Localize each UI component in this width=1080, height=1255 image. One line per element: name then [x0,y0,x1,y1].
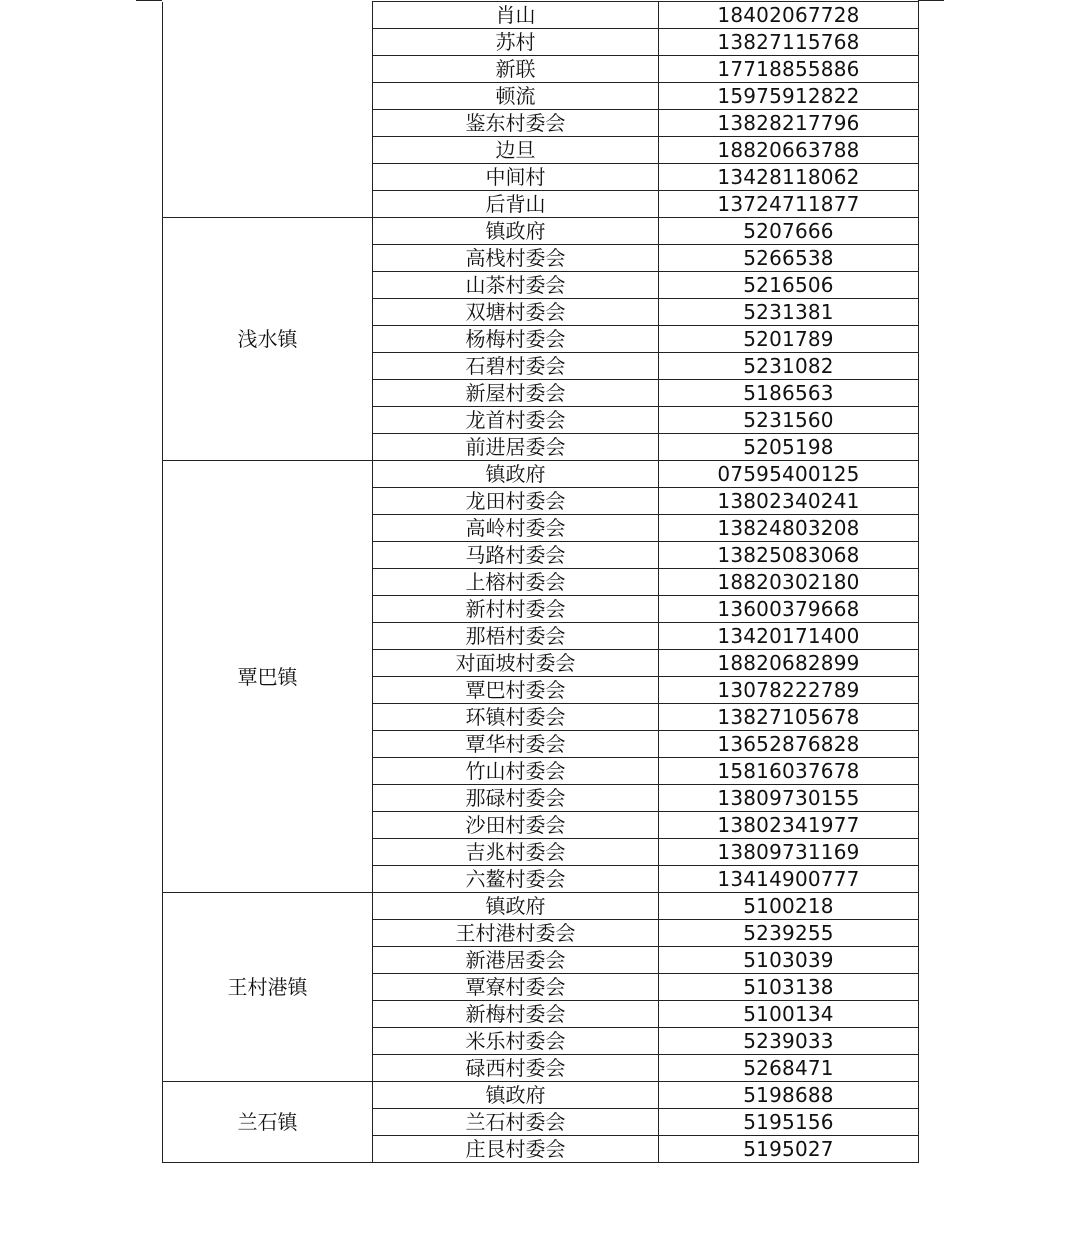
unit-name-cell: 高栈村委会 [373,245,659,272]
unit-name-cell: 覃华村委会 [373,731,659,758]
phone-number-cell: 5103039 [659,947,919,974]
phone-number-cell: 15975912822 [659,83,919,110]
town-name-cell: 覃巴镇 [163,461,373,893]
unit-name-cell: 高岭村委会 [373,515,659,542]
phone-number-cell: 07595400125 [659,461,919,488]
phone-number-cell: 13827105678 [659,704,919,731]
phone-number-cell: 5195156 [659,1109,919,1136]
unit-name-cell: 环镇村委会 [373,704,659,731]
unit-name-cell: 镇政府 [373,461,659,488]
unit-name-cell: 吉兆村委会 [373,839,659,866]
phone-number-cell: 5231381 [659,299,919,326]
unit-name-cell: 新村村委会 [373,596,659,623]
unit-name-cell: 苏村 [373,29,659,56]
phone-number-cell: 5231560 [659,407,919,434]
unit-name-cell: 石碧村委会 [373,353,659,380]
phone-number-cell: 18820663788 [659,137,919,164]
unit-name-cell: 杨梅村委会 [373,326,659,353]
unit-name-cell: 那碌村委会 [373,785,659,812]
unit-name-cell: 肖山 [373,2,659,29]
town-name-cell [163,2,373,218]
phone-number-cell: 13827115768 [659,29,919,56]
phone-number-cell: 13652876828 [659,731,919,758]
unit-name-cell: 竹山村委会 [373,758,659,785]
unit-name-cell: 新联 [373,56,659,83]
phone-number-cell: 5216506 [659,272,919,299]
unit-name-cell: 六鳌村委会 [373,866,659,893]
unit-name-cell: 新梅村委会 [373,1001,659,1028]
unit-name-cell: 山茶村委会 [373,272,659,299]
phone-number-cell: 13078222789 [659,677,919,704]
table-row [163,461,919,488]
phone-number-cell: 13828217796 [659,110,919,137]
unit-name-cell: 覃寮村委会 [373,974,659,1001]
contact-table [162,1,919,1163]
phone-number-cell: 5231082 [659,353,919,380]
phone-number-cell: 5186563 [659,380,919,407]
unit-name-cell: 顿流 [373,83,659,110]
phone-number-cell: 5266538 [659,245,919,272]
unit-name-cell: 中间村 [373,164,659,191]
phone-number-cell: 13428118062 [659,164,919,191]
unit-name-cell: 新港居委会 [373,947,659,974]
table-row [163,1082,919,1109]
unit-name-cell: 镇政府 [373,1082,659,1109]
unit-name-cell: 新屋村委会 [373,380,659,407]
phone-number-cell: 18820682899 [659,650,919,677]
phone-number-cell: 5103138 [659,974,919,1001]
phone-number-cell: 13809731169 [659,839,919,866]
unit-name-cell: 边旦 [373,137,659,164]
table-row [163,218,919,245]
unit-name-cell: 米乐村委会 [373,1028,659,1055]
unit-name-cell: 前进居委会 [373,434,659,461]
unit-name-cell: 王村港村委会 [373,920,659,947]
phone-number-cell: 13414900777 [659,866,919,893]
phone-number-cell: 18820302180 [659,569,919,596]
unit-name-cell: 沙田村委会 [373,812,659,839]
unit-name-cell: 镇政府 [373,893,659,920]
phone-number-cell: 5205198 [659,434,919,461]
town-name-cell: 浅水镇 [163,218,373,461]
phone-number-cell: 5201789 [659,326,919,353]
phone-number-cell: 13600379668 [659,596,919,623]
unit-name-cell: 庄艮村委会 [373,1136,659,1163]
table-row [163,893,919,920]
unit-name-cell: 覃巴村委会 [373,677,659,704]
phone-number-cell: 13802341977 [659,812,919,839]
unit-name-cell: 镇政府 [373,218,659,245]
phone-number-cell: 13824803208 [659,515,919,542]
town-name-cell: 王村港镇 [163,893,373,1082]
unit-name-cell: 龙首村委会 [373,407,659,434]
phone-number-cell: 5239033 [659,1028,919,1055]
unit-name-cell: 那梧村委会 [373,623,659,650]
unit-name-cell: 兰石村委会 [373,1109,659,1136]
phone-number-cell: 17718855886 [659,56,919,83]
phone-number-cell: 13802340241 [659,488,919,515]
unit-name-cell: 马路村委会 [373,542,659,569]
phone-number-cell: 5100218 [659,893,919,920]
phone-number-cell: 13809730155 [659,785,919,812]
top-border-right [918,0,944,1]
phone-number-cell: 5239255 [659,920,919,947]
unit-name-cell: 对面坡村委会 [373,650,659,677]
unit-name-cell: 双塘村委会 [373,299,659,326]
contact-table-body [163,2,919,1163]
phone-number-cell: 13825083068 [659,542,919,569]
phone-number-cell: 5195027 [659,1136,919,1163]
unit-name-cell: 上榕村委会 [373,569,659,596]
town-name-cell: 兰石镇 [163,1082,373,1163]
unit-name-cell: 鉴东村委会 [373,110,659,137]
phone-number-cell: 5198688 [659,1082,919,1109]
unit-name-cell: 碌西村委会 [373,1055,659,1082]
unit-name-cell: 龙田村委会 [373,488,659,515]
table-row [163,2,919,29]
phone-number-cell: 5100134 [659,1001,919,1028]
phone-number-cell: 18402067728 [659,2,919,29]
phone-number-cell: 13724711877 [659,191,919,218]
phone-number-cell: 5268471 [659,1055,919,1082]
top-border-left [136,0,162,1]
phone-number-cell: 5207666 [659,218,919,245]
unit-name-cell: 后背山 [373,191,659,218]
phone-number-cell: 13420171400 [659,623,919,650]
phone-number-cell: 15816037678 [659,758,919,785]
